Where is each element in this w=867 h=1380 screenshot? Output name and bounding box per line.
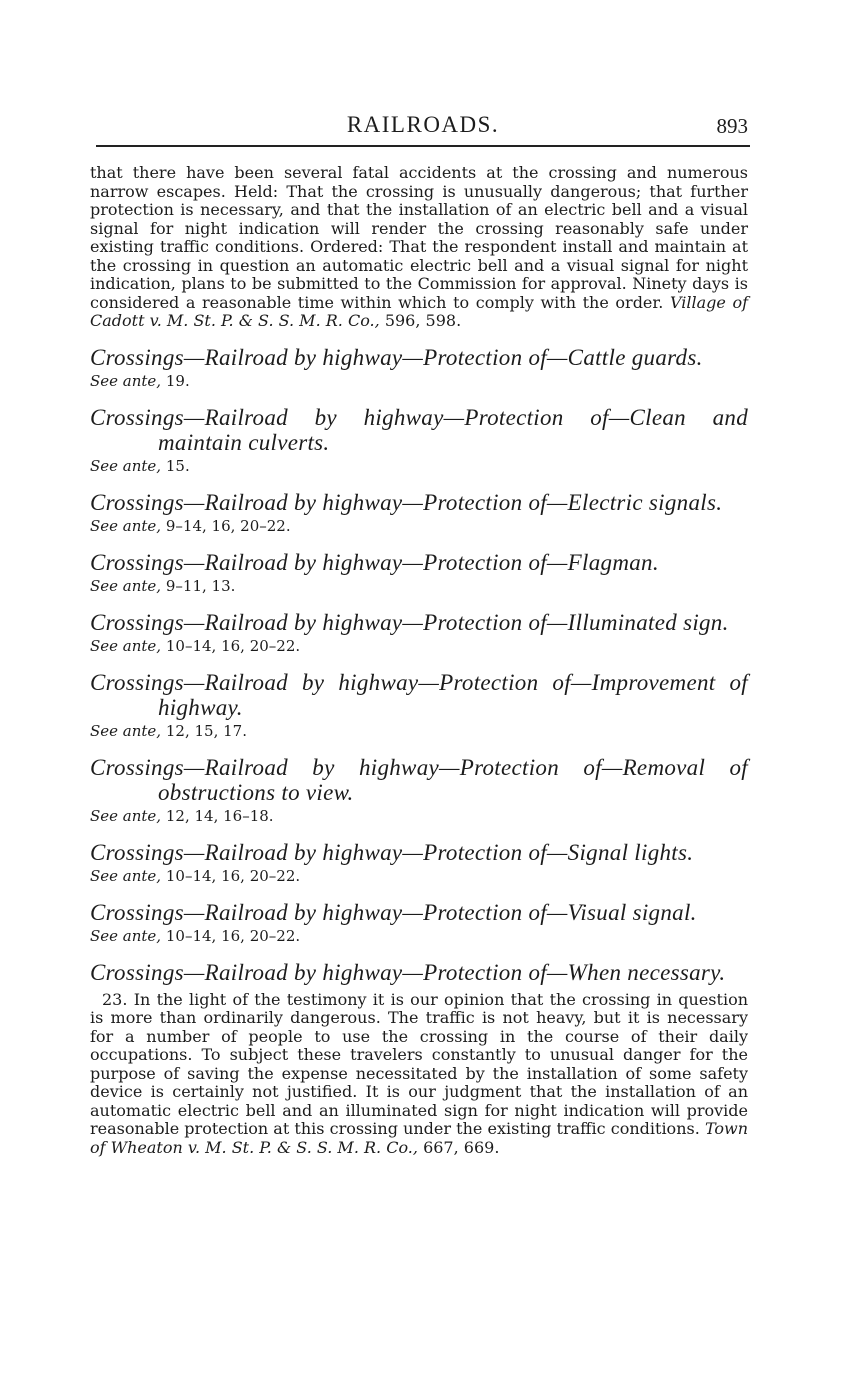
section-title: RAILROADS.: [346, 112, 500, 137]
reference-numbers: 9–11, 13.: [165, 576, 236, 595]
intro-citation-pages: 596, 598.: [384, 311, 462, 330]
reference-numbers: 19.: [165, 371, 190, 390]
index-entry: [90, 670, 748, 741]
index-entry: [90, 610, 748, 656]
entry-heading: Crossings—Railroad by highway—Protection of—Improvement of highway.: [90, 669, 748, 720]
index-entry: [90, 900, 748, 946]
entry-heading: Crossings—Railroad by highway—Protection of—Illuminated sign.: [90, 609, 729, 635]
cross-reference: [90, 806, 748, 826]
holding-paragraph: [90, 991, 748, 1158]
index-entry: [90, 840, 748, 886]
cross-reference: [90, 866, 748, 886]
reference-numbers: 12, 14, 16–18.: [165, 806, 274, 825]
intro-paragraph: [90, 164, 748, 331]
holding-text: 23. In the light of the testimony it is our opinion that the crossing in question is more than ordinarily dangerous. The traffic is not heavy, but it is necessary for a number of people to use the crossing in the course of their daily occupations. To subject these travelers constantly to unusual danger for the purpose of saving the expense necessitated by the installation of some safety device is certainly not justified. It is our judgment that the installation of an automatic electric bell and an illuminated sign for night indication will provide reasonable protection at this crossing under the existing traffic conditions.: [90, 989, 748, 1138]
entry-heading: Crossings—Railroad by highway—Protection of—Removal of obstructions to view.: [90, 754, 748, 805]
see-ante-label: See ante,: [90, 926, 162, 945]
cross-reference: [90, 371, 748, 391]
index-entry-final: [90, 960, 748, 1158]
index-entry: [90, 490, 748, 536]
intro-citation: Village of Cadott v. M. St. P. & S. S. M. R. Co.,: [90, 292, 749, 330]
holding-citation-pages: 667, 669.: [423, 1137, 500, 1157]
see-ante-label: See ante,: [90, 721, 162, 740]
running-header: [96, 112, 750, 144]
entry-heading: Crossings—Railroad by highway—Protection of—Electric signals.: [90, 489, 723, 515]
entry-heading: Crossings—Railroad by highway—Protection of—Flagman.: [90, 549, 659, 575]
entry-heading: Crossings—Railroad by highway—Protection of—Cattle guards.: [90, 344, 703, 370]
index-entry: [90, 405, 748, 476]
reference-numbers: 15.: [165, 456, 190, 475]
reference-numbers: 12, 15, 17.: [165, 721, 247, 740]
reference-numbers: 9–14, 16, 20–22.: [165, 516, 291, 535]
entry-heading: Crossings—Railroad by highway—Protection of—Clean and maintain culverts.: [90, 404, 748, 455]
reference-numbers: 10–14, 16, 20–22.: [165, 926, 301, 945]
cross-reference: [90, 456, 748, 476]
see-ante-label: See ante,: [90, 636, 162, 655]
entry-heading: Crossings—Railroad by highway—Protection of—When necessary.: [90, 959, 726, 985]
reference-numbers: 10–14, 16, 20–22.: [165, 636, 301, 655]
cross-reference: [90, 926, 748, 946]
entry-heading: Crossings—Railroad by highway—Protection of—Signal lights.: [90, 839, 694, 865]
cross-reference: [90, 576, 748, 596]
page-number: 893: [716, 114, 748, 138]
see-ante-label: See ante,: [90, 806, 162, 825]
see-ante-label: See ante,: [90, 371, 162, 390]
cross-reference: [90, 721, 748, 741]
index-entry: [90, 755, 748, 826]
holding-citation: Town of Wheaton v. M. St. P. & S. S. M. R. Co.,: [90, 1119, 748, 1157]
intro-text: that there have been several fatal accidents at the crossing and numerous narrow escapes. Held: That the crossing is unusually dangerous; that further protection is necessary, and that the installation of an electric bell and a visual signal for night indication will render the crossing reasonably safe under existing traffic conditions. Ordered: That the respondent install and maintain at the crossing in question an automatic electric bell and a visual signal for night indication, plans to be submitted to the Commission for approval. Ninety days is considered a reasonable time within which to comply with the order.: [90, 163, 748, 312]
see-ante-label: See ante,: [90, 456, 162, 475]
header-rule: [96, 145, 750, 147]
entry-heading: Crossings—Railroad by highway—Protection of—Visual signal.: [90, 899, 697, 925]
reference-numbers: 10–14, 16, 20–22.: [165, 866, 301, 885]
page-body: [90, 164, 748, 1157]
cross-reference: [90, 636, 748, 656]
see-ante-label: See ante,: [90, 576, 162, 595]
cross-reference: [90, 516, 748, 536]
see-ante-label: See ante,: [90, 516, 162, 535]
see-ante-label: See ante,: [90, 866, 162, 885]
index-entry: [90, 345, 748, 391]
index-entry: [90, 550, 748, 596]
